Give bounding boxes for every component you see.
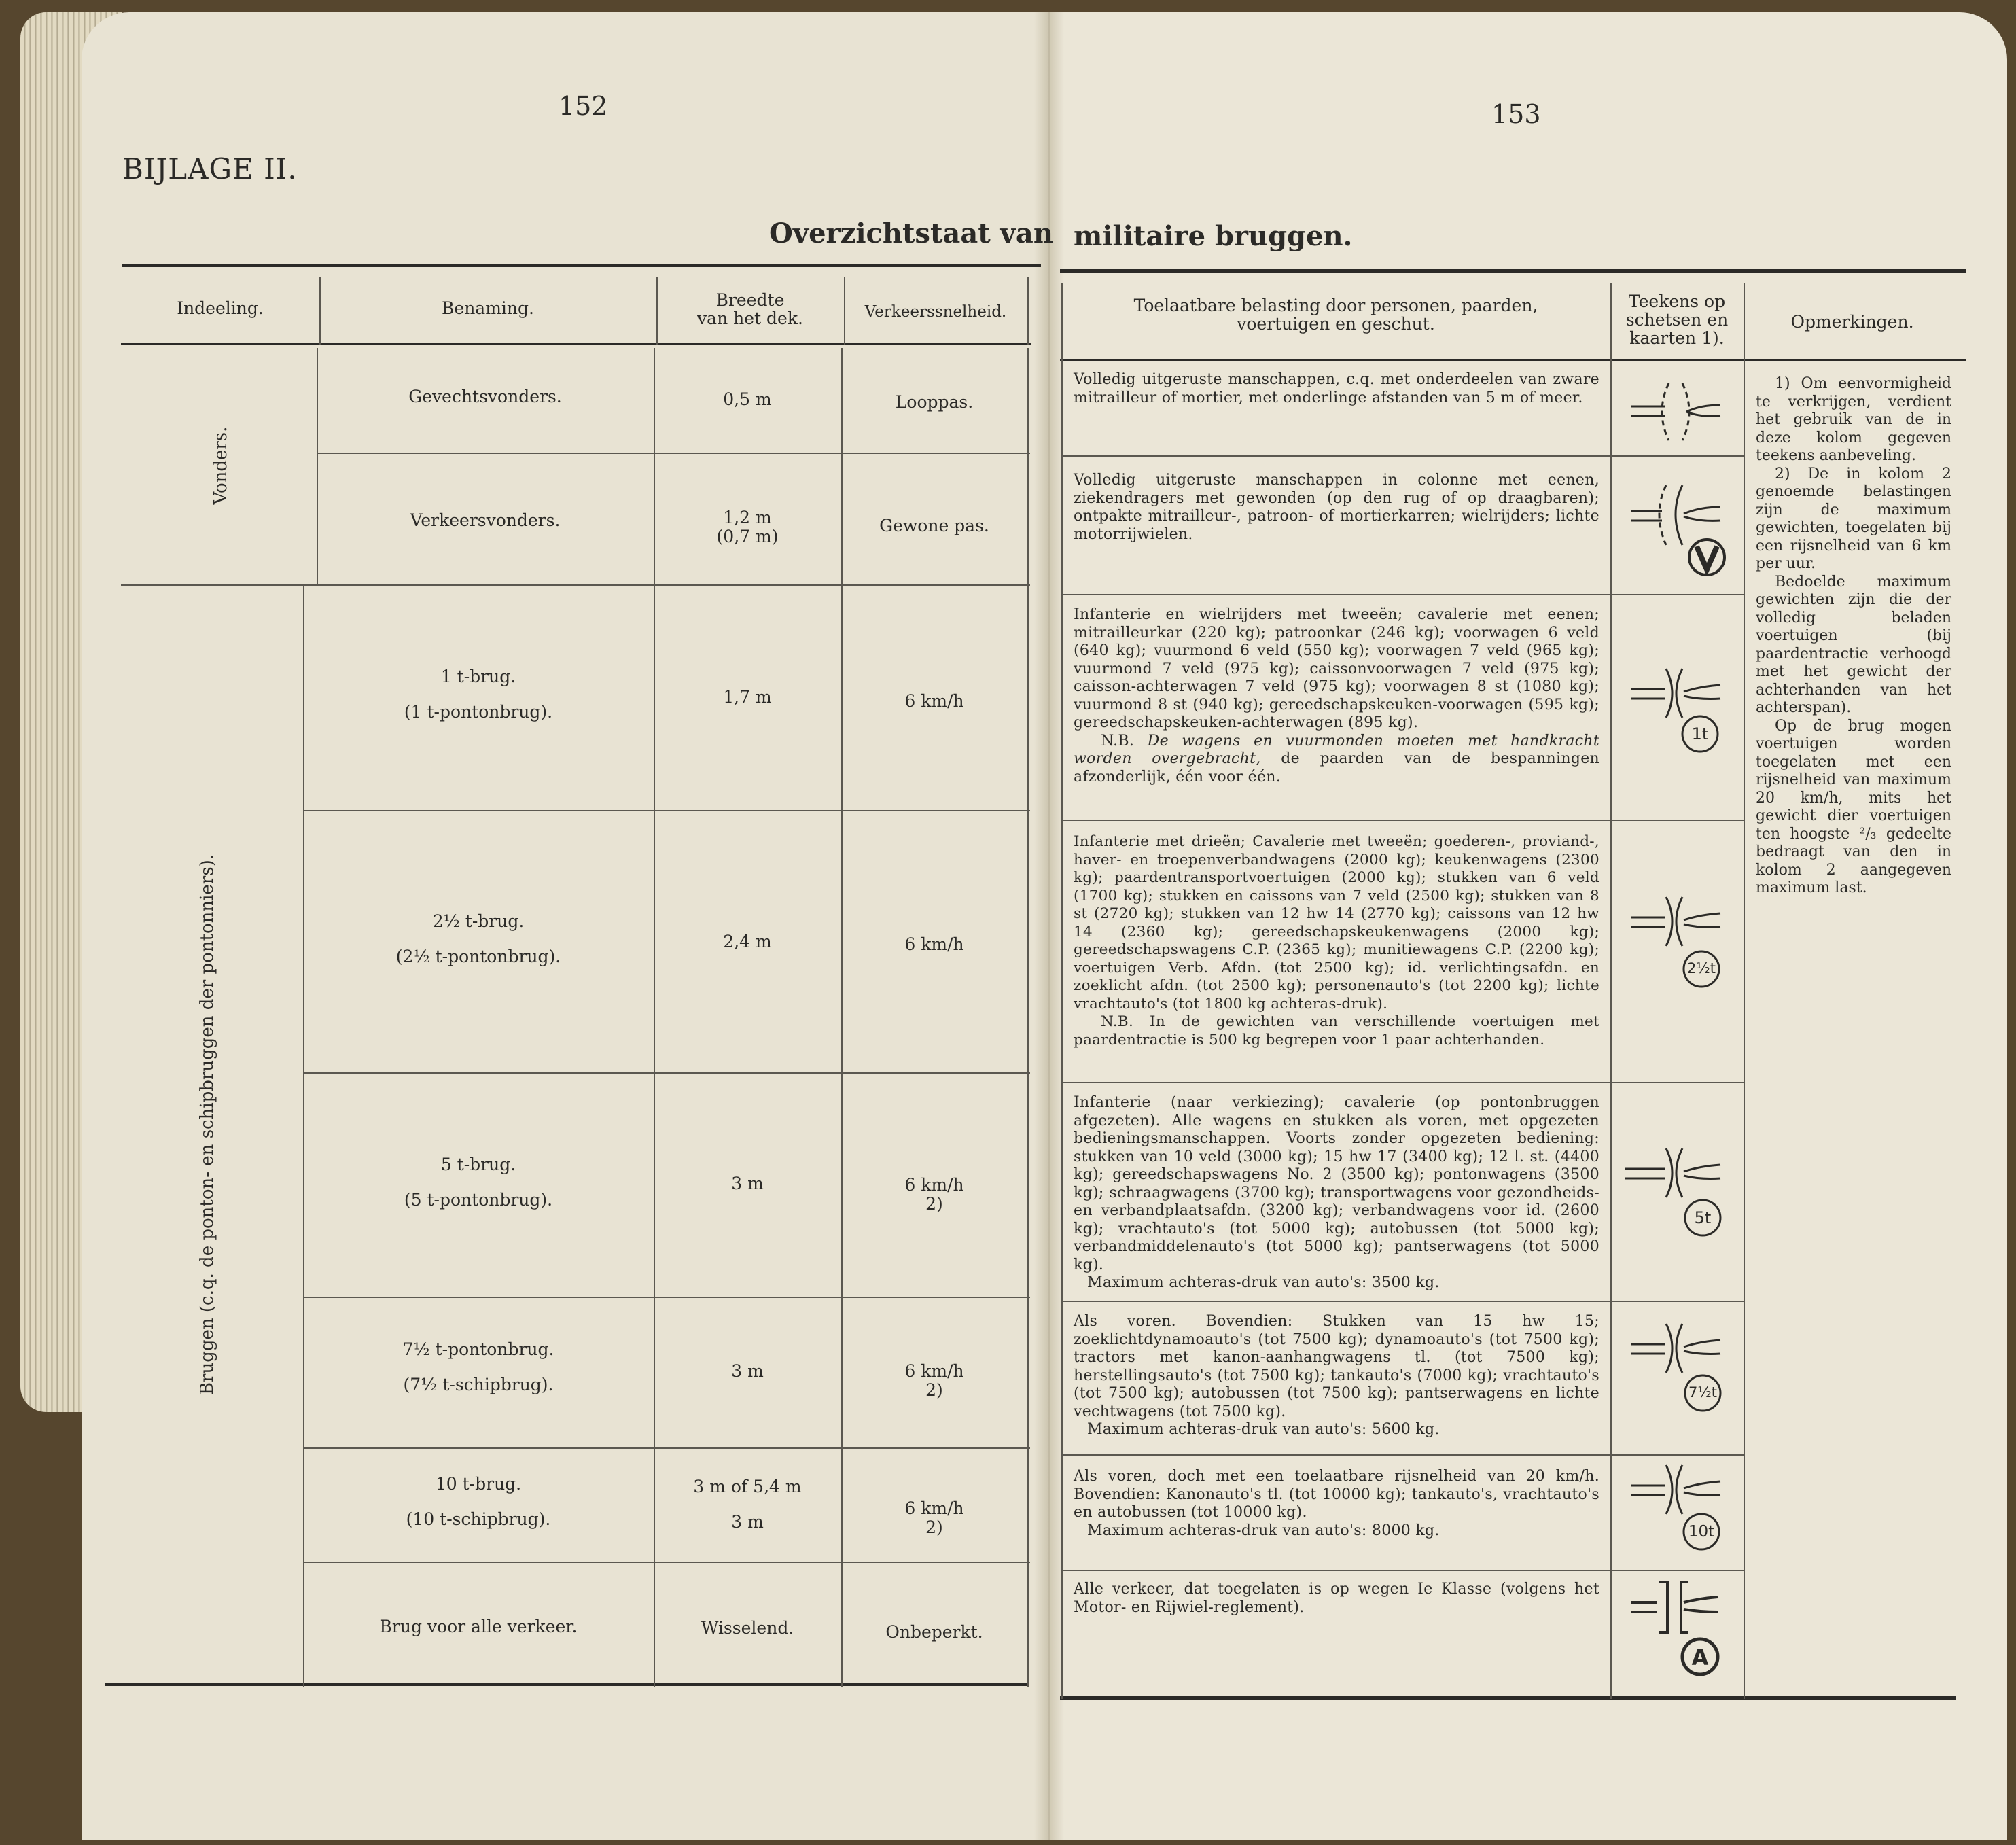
symbol-label: A [1691, 1645, 1709, 1670]
row-note-label: N.B. [1101, 732, 1135, 750]
header-benaming: Benaming. [442, 298, 534, 318]
row-speed-line: 2) [925, 1380, 943, 1400]
header-breedte [656, 291, 844, 328]
row-width [654, 1469, 841, 1540]
header-divider [1027, 277, 1029, 345]
column-divider [1061, 360, 1063, 1699]
bridge-all-traffic-symbol-icon [1625, 1577, 1734, 1685]
row-divider [303, 1447, 1030, 1449]
row-width: 2,4 m [723, 932, 772, 951]
row-speed [841, 1499, 1027, 1537]
top-rule-left [122, 264, 1041, 267]
title-left: Overzichtstaat van [769, 217, 1053, 249]
row-speed-line: 2) [925, 1517, 943, 1537]
group-vonders: Vonders. [211, 426, 231, 505]
row-divider [303, 1562, 1030, 1563]
row-speed: 6 km/h [904, 691, 964, 711]
header-belasting-line: voertuigen en geschut. [1237, 314, 1435, 334]
bridge-7-5t-symbol-icon [1625, 1321, 1734, 1423]
header-opmerkingen: Opmerkingen. [1790, 312, 1914, 332]
row-speed: 6 km/h [904, 934, 964, 954]
remark-1: 1) Om eenvormigheid te verkrijgen, verdient het gebruik van de in deze kolom gegeven teekens aanbeveling. [1756, 375, 1951, 464]
symbol-label: 5t [1694, 1208, 1712, 1227]
row-load [1074, 1468, 1599, 1540]
row-speed-line: 2) [925, 1194, 943, 1214]
row-load [1074, 606, 1599, 786]
column-divider [1027, 348, 1029, 1687]
row-load-max: Maximum achteras-druk van auto's: 5600 kg. [1087, 1421, 1440, 1438]
header-teekens-line: Teekens op [1628, 292, 1726, 311]
row-speed-line: 6 km/h [904, 1175, 964, 1195]
header-teekens [1610, 292, 1744, 347]
row-speed [841, 1362, 1027, 1400]
row-divider [317, 453, 1030, 454]
remark-3: Bedoelde maximum gewichten zijn die der volledig beladen voertuigen (bij paardentractie verhoogd met het gewicht der achterhanden van het achterspan). [1756, 573, 1951, 716]
row-name [303, 659, 654, 730]
row-name-line: (10 t-schipbrug). [406, 1509, 551, 1529]
row-speed-line: 6 km/h [904, 1361, 964, 1381]
top-rule-right [1060, 269, 1966, 273]
row-width-line: (0,7 m) [716, 527, 779, 546]
column-divider [1744, 360, 1745, 1699]
row-speed: Onbeperkt. [885, 1622, 983, 1642]
row-note-italic: De wagens en vuurmonden moeten met handkracht worden overgebracht, [1074, 732, 1600, 767]
row-divider [1061, 820, 1744, 821]
row-name-line: 1 t-brug. [440, 667, 516, 686]
row-load-text: Infanterie met drieën; Cavalerie met tweeën; goederen-, proviand-, haver- en troepenverbandwagens (2000 kg); keukenwagens (2300 kg); paardentransportvoertuigen (2000 kg); stukken van 6 veld (1700 kg); stukken en caissons van 7 veld (2500 kg); stukken van 8 st (2720 kg); stukken van 12 hw 14 (2770 kg); caissons van 12 hw 14 (2360 kg); gereedschapskeukenwagens (2000 kg); gereedschapswagens C.P. (2365 kg); munitiewagens C.P. (2200 kg); voertuigen Verb. Afdn. (tot 2500 kg); id. verlichtingsafdn. en zoeklicht afdn. (tot 2500 kg); personenauto's (tot 2200 kg); lichte vrachtauto's (tot 1800 kg achteras-druk). [1074, 833, 1599, 1013]
row-speed [841, 1176, 1027, 1214]
header-teekens-line: kaarten 1). [1629, 328, 1725, 348]
appendix-label: BIJLAGE II. [122, 152, 298, 186]
row-name: Verkeersvonders. [410, 510, 561, 530]
row-speed-line: 6 km/h [904, 1498, 964, 1518]
left-page-number: 152 [559, 91, 608, 121]
row-divider [303, 1297, 1030, 1298]
symbol-label: 7½t [1688, 1384, 1717, 1401]
header-breedte-line: van het dek. [697, 309, 803, 328]
bridge-1t-symbol-icon [1625, 666, 1734, 768]
symbol-label: 2½t [1687, 960, 1716, 977]
row-divider [1061, 1301, 1744, 1302]
column-divider [841, 348, 843, 1687]
row-width: 3 m [731, 1174, 764, 1193]
row-width-line: 3 m of 5,4 m [693, 1477, 802, 1496]
bottom-rule-left [105, 1683, 1029, 1686]
traffic-footbridge-symbol-icon [1625, 480, 1734, 582]
row-name-line: (5 t-pontonbrug). [404, 1190, 553, 1210]
row-name-line: (1 t-pontonbrug). [404, 702, 553, 722]
row-load [1074, 833, 1599, 1049]
book-gutter [1034, 12, 1064, 1840]
row-width: 0,5 m [723, 389, 772, 409]
row-load [1074, 1094, 1599, 1293]
row-width: 1,7 m [723, 687, 772, 707]
row-name-line: 2½ t-brug. [432, 911, 525, 931]
row-load: Volledig uitgeruste manschappen in colonne met eenen, ziekendragers met gewonden (op den rug of op draagbaren); ontpakte mitrailleur-, patroon- of mortierkarren; wielrijders; lichte motorrijwielen. [1074, 472, 1599, 543]
row-width-line: 3 m [731, 1512, 764, 1532]
row-load-text: Als voren, doch met een toelaatbare rijsnelheid van 20 km/h. Bovendien: Kanonauto's tl. (tot 10000 kg); tankauto's, vrachtauto's en autobussen (tot 10000 kg). [1074, 1468, 1599, 1521]
remark-2: 2) De in kolom 2 genoemde belastingen zijn de maximum gewichten, toegelaten bij een rijsnelheid van 6 km per uur. [1756, 465, 1951, 572]
group-bruggen: Bruggen (c.q. de ponton- en schipbruggen der pontonniers). [197, 854, 217, 1396]
row-divider [1061, 1570, 1744, 1571]
row-load-text: Infanterie en wielrijders met tweeën; cavalerie met eenen; mitrailleurkar (220 kg); patroonkar (246 kg); voorwagen 6 veld (640 kg); vuurmond 6 veld (550 kg); voorwagen 7 veld (965 kg); vuurmond 7 veld (975 kg); caissonvoorwagen 7 veld (975 kg); caisson-achterwagen 7 veld (975 kg); voorwagen 8 st (1080 kg); vuurmond 8 st (940 kg); gereedschapskeuken-voorwagen (595 kg); gereedschapskeuken-achterwagen (895 kg). [1074, 606, 1599, 731]
row-note-rest: de paarden van de bespanningen afzonderlijk, één voor één. [1074, 750, 1599, 786]
row-note-rest: In de gewichten van verschillende voertuigen met paardentractie is 500 kg begrepen voor 1 paar achterhanden. [1074, 1013, 1600, 1049]
bridge-5t-symbol-icon [1619, 1146, 1734, 1248]
row-divider [1061, 455, 1744, 457]
row-load-max: Maximum achteras-druk van auto's: 3500 kg. [1087, 1274, 1440, 1291]
header-indeeling: Indeeling. [177, 298, 264, 318]
bottom-rule-right [1060, 1696, 1956, 1700]
footbridge-symbol-icon [1625, 378, 1727, 446]
row-divider [1061, 1454, 1744, 1456]
row-load: Volledig uitgeruste manschappen, c.q. met onderdeelen van zware mitrailleur of mortier, met onderlinge afstanden van 5 m of meer. [1074, 371, 1599, 406]
row-divider [121, 584, 1030, 586]
bridge-10t-symbol-icon [1625, 1462, 1734, 1564]
header-rule-left [121, 343, 1031, 345]
row-speed: Looppas. [895, 392, 974, 412]
header-belasting [1061, 296, 1610, 333]
symbol-label: 1t [1691, 724, 1709, 743]
row-speed: Gewone pas. [879, 516, 989, 535]
row-name-line: (2½ t-pontonbrug). [395, 947, 561, 966]
row-name [303, 1332, 654, 1403]
row-width: Wisselend. [701, 1618, 794, 1638]
remarks [1756, 375, 1951, 898]
right-page-number: 153 [1491, 99, 1541, 129]
row-name: Brug voor alle verkeer. [379, 1617, 578, 1636]
row-divider [1061, 594, 1744, 595]
row-divider [303, 1072, 1030, 1074]
row-load: Alle verkeer, dat toegelaten is op wegen Ie Klasse (volgens het Motor- en Rijwiel-reglement). [1074, 1581, 1599, 1616]
row-note-label: N.B. [1101, 1013, 1134, 1030]
row-name [303, 1147, 654, 1218]
row-load-text: Infanterie (naar verkiezing); cavalerie (op pontonbruggen afgezeten). Alle wagens en stukken als voren, met opgezeten bedieningsmanschappen. Voorts zonder opgezeten bediening: stukken van 10 veld (3000 kg); 15 hw 17 (3400 kg); 12 l. st. (4400 kg); gereedschapswagens No. 2 (3500 kg); pontonwagens (3500 kg); schraagwagens (3700 kg); transportwagens voor gezondheids- en verbandplaatsafdn. (3200 kg); verbandwagens voor id. (2600 kg); vrachtauto's (tot 5000 kg); autobussen (tot 5000 kg); verbandmiddelenauto's (tot 5000 kg); pantserwagens (tot 5000 kg). [1074, 1094, 1599, 1273]
header-belasting-line: Toelaatbare belasting door personen, paarden, [1133, 296, 1538, 315]
row-name [303, 1466, 654, 1537]
row-width: 3 m [731, 1361, 764, 1381]
row-name-line: 7½ t-pontonbrug. [402, 1339, 554, 1359]
header-rule-right [1060, 359, 1966, 361]
row-load-max: Maximum achteras-druk van auto's: 8000 kg. [1087, 1522, 1440, 1539]
row-divider [1061, 1082, 1744, 1083]
row-name-line: 5 t-brug. [440, 1155, 516, 1174]
row-load-text: Als voren. Bovendien: Stukken van 15 hw 15; zoeklichtdynamoauto's (tot 7500 kg); dynamoauto's (tot 7500 kg); tractors met kanon-aanhangwagens tl. (tot 7500 kg); herstellingsauto's (tot 7500 kg); tankauto's (7000 kg); vrachtauto's (tot 7500 kg); autobussen (tot 7500 kg); pantserwagens en lichte vechtwagens (tot 7500 kg). [1074, 1313, 1599, 1420]
row-width [654, 508, 841, 546]
title-right: militaire bruggen. [1074, 220, 1353, 252]
column-divider [1610, 360, 1612, 1699]
row-width-line: 1,2 m [723, 508, 772, 527]
row-name-line: 10 t-brug. [435, 1474, 522, 1494]
header-breedte-line: Breedte [715, 290, 785, 310]
row-name-line: (7½ t-schipbrug). [403, 1375, 554, 1394]
remark-4: Op de brug mogen voertuigen worden toegelaten met een rijsnelheid van maximum 20 km/h, mits het gewicht dier voertuigen ten hoogste ²/₃ gedeelte bedraagt van den in kolom 2 aangegeven maximum last. [1756, 717, 1951, 896]
row-load [1074, 1313, 1599, 1439]
bridge-2-5t-symbol-icon [1625, 894, 1734, 996]
symbol-label: 10t [1688, 1523, 1715, 1541]
header-snelheid: Verkeerssnelheid. [864, 303, 1007, 321]
header-teekens-line: schetsen en [1625, 310, 1729, 330]
row-name: Gevechtsvonders. [408, 387, 562, 406]
symbol-letter [1697, 546, 1717, 569]
row-divider [303, 810, 1030, 811]
row-name [303, 904, 654, 974]
